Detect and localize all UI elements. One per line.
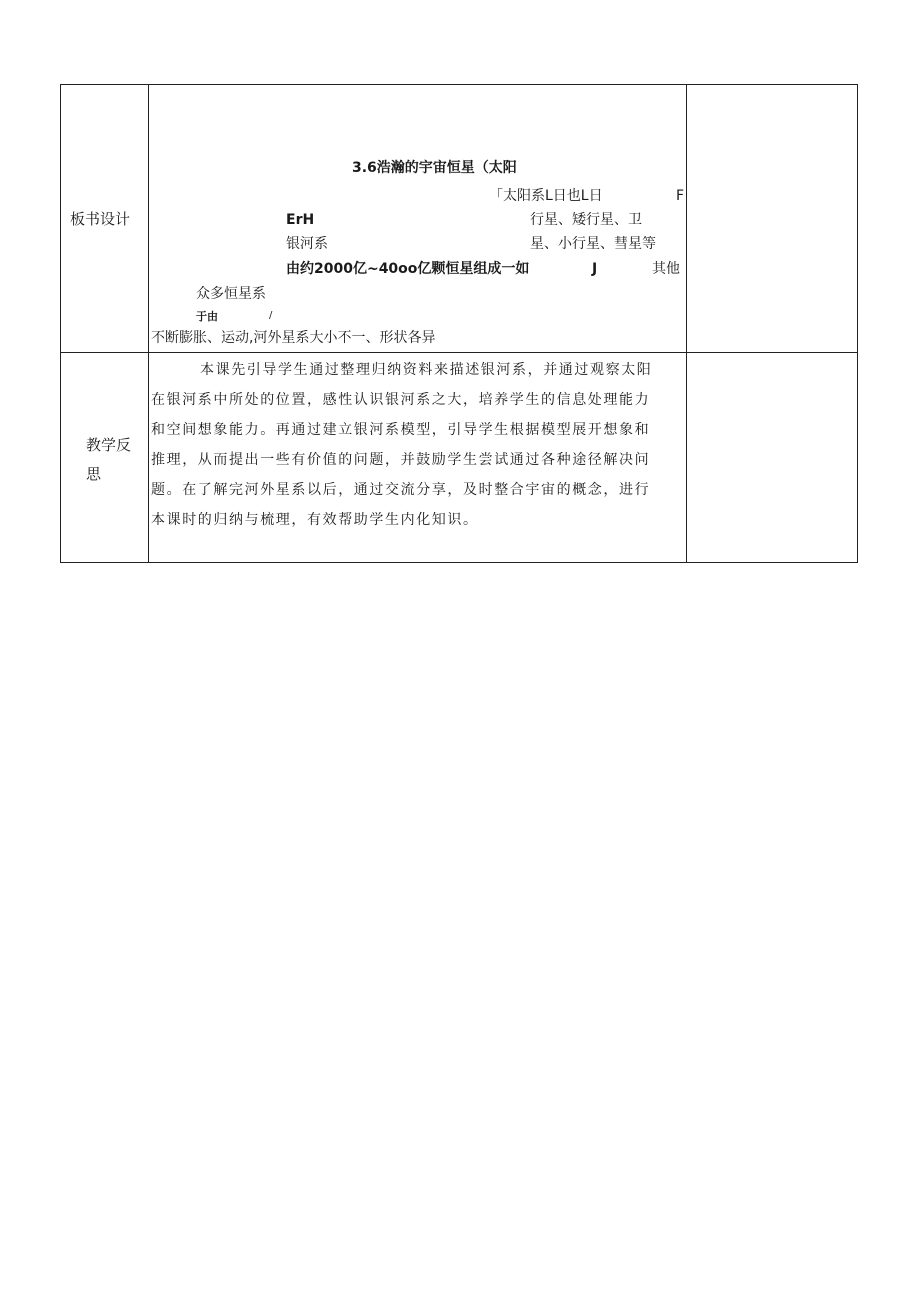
table-border-top [60, 84, 858, 85]
reflection-line: 在银河系中所处的位置，感性认识银河系之大，培养学生的信息处理能力 [151, 392, 651, 408]
board-line-expanding: 不断膨胀、运动,河外星系大小不一、形状各异 [151, 330, 436, 346]
board-line-slash: / [269, 310, 273, 321]
board-line-milky-way: 银河系 [286, 236, 328, 252]
board-line-stars-count-text: 由约2000亿~40oo亿颗恒星组成一如 [286, 261, 530, 277]
board-line-stars-count [286, 262, 529, 276]
board-line-solar-system: 「太阳系L日也L日 [489, 188, 603, 204]
table-border-bottom [60, 562, 858, 563]
reflection-line: 本课时的归纳与梳理，有效帮助学生内化知识。 [151, 512, 479, 528]
table-col-divider-1 [148, 84, 149, 563]
table-row-divider [60, 352, 858, 353]
board-line-planets: 行星、矮行星、卫 [530, 212, 642, 228]
reflection-label-line1: 教学反 [86, 436, 132, 454]
board-line-yu-you: 于由 [196, 310, 218, 323]
board-line-erh: ErH [286, 212, 315, 228]
board-design-label: 板书设计 [70, 210, 131, 228]
board-line-star-systems: 众多恒星系 [196, 286, 266, 302]
reflection-line: 题。在了解完河外星系以后，通过交流分享，及时整合宇宙的概念，进行 [151, 482, 651, 498]
reflection-line: 推理，从而提出一些有价值的问题，并鼓励学生尝试通过各种途径解决问 [151, 452, 651, 468]
reflection-label-line2: 思 [86, 465, 102, 483]
board-line-f-mark: F [676, 188, 685, 204]
table-border-right [857, 84, 858, 563]
table-col-divider-2 [686, 84, 687, 563]
reflection-line: 本课先引导学生通过整理归纳资料来描述银河系，并通过观察太阳 [200, 362, 653, 378]
board-line-asteroids: 星、小行星、彗星等 [530, 236, 656, 252]
board-line-other: 其他 [652, 261, 680, 277]
table-border-left [60, 84, 61, 563]
reflection-line: 和空间想象能力。再通过建立银河系模型，引导学生根据模型展开想象和 [151, 422, 651, 438]
board-line-j-mark: J [592, 261, 598, 277]
board-title: 3.6浩瀚的宇宙恒星（太阳 [352, 160, 517, 176]
